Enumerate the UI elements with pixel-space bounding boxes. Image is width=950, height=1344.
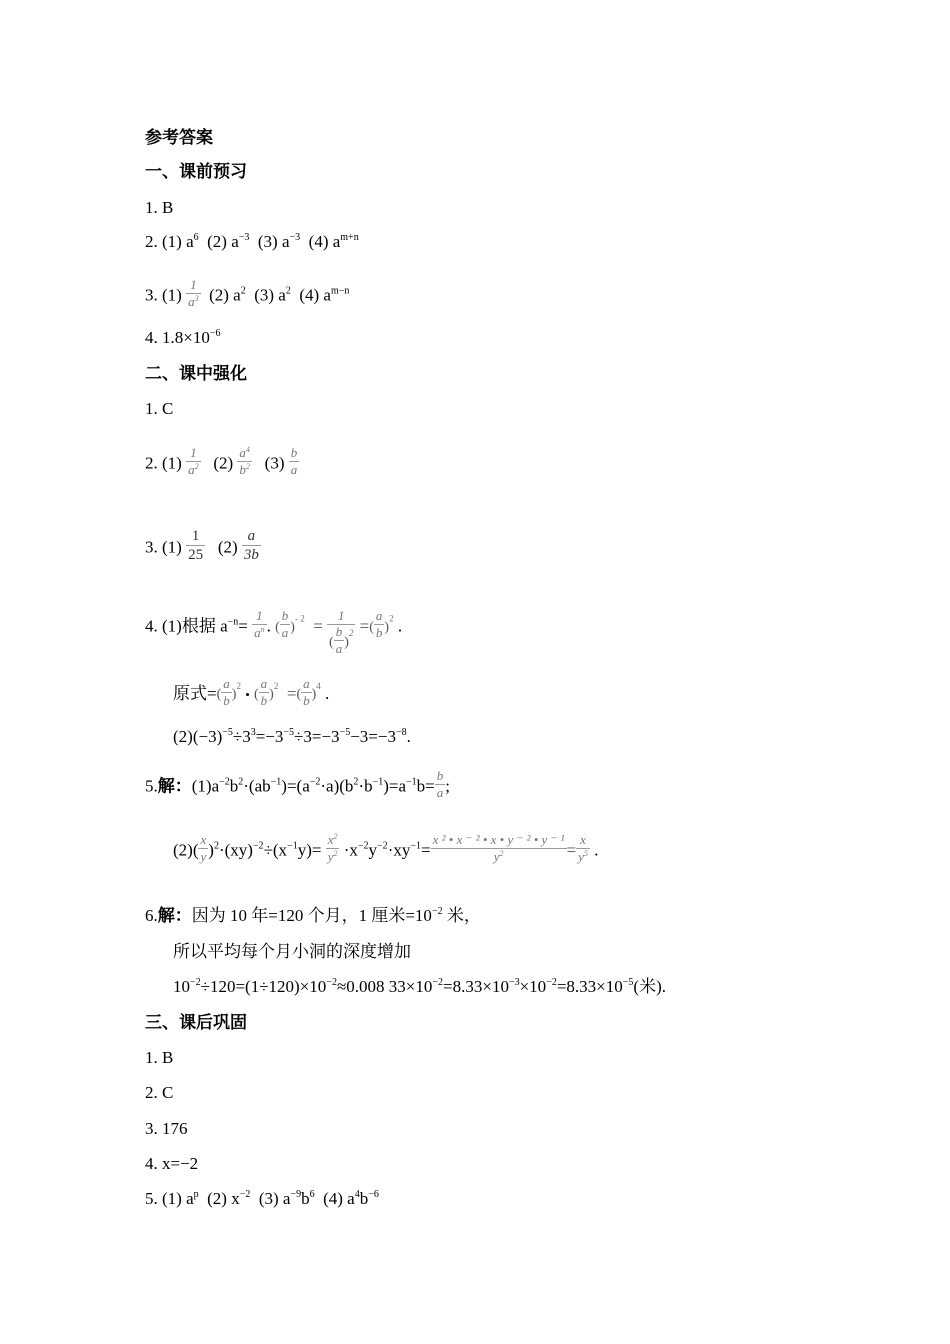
fraction: $\frac{a}{b}$ bbox=[375, 608, 383, 641]
mid-q6-line1: 6.解：因为 10 年=120 个月，1 厘米$=10^{-2}$ 米， bbox=[145, 906, 481, 925]
fraction: $\frac{b}{a}$ bbox=[436, 768, 444, 800]
fraction: $\frac{a}{b}$ bbox=[303, 675, 310, 708]
mid-q3: 3. (1) $\frac{1}{25}$ (2) $\frac{a}{3b}$ bbox=[145, 528, 259, 563]
post-q1: 1. B bbox=[145, 1048, 174, 1067]
post-q2: 2. C bbox=[145, 1083, 174, 1102]
page-title: 参考答案 bbox=[145, 128, 213, 147]
mid-q6-line3: $10^{-2}\div 120=(1\div 120)\times 10^{-2}\approx 0.008$ $33\times 10^{-2}=8.33\times 10^{-3}\times 10^{-2}=8.33\times 10^{-5}$(米). bbox=[173, 977, 666, 996]
section-heading-mid: 二、课中强化 bbox=[145, 364, 247, 383]
mid-q6-line2: 所以平均每个月小洞的深度增加 bbox=[173, 942, 411, 961]
fraction: $\frac{\text{x ² • x ⁻ ² • x • y ⁻ ² • y ⁻ ¹}}{y^2}$ bbox=[432, 832, 565, 864]
mid-q4-line2: 原式=( $\frac{a}{b}$ )$^2$ • ( $\frac{a}{b}$ )$^2$ =( $\frac{a}{b}$ )$^4$ . bbox=[173, 675, 330, 708]
pre-q2: 2. (1) $a^6$ (2) $a^{-3}$ (3) $a^{-3}$ (4) $a^{m+n}$ bbox=[145, 232, 359, 251]
section-heading-pre: 一、课前预习 bbox=[145, 162, 247, 181]
mid-q1: 1. C bbox=[145, 399, 174, 418]
fraction: $\frac{x^2}{y^2}$ bbox=[327, 832, 338, 864]
fraction: 1 ( $\frac{b}{a}$ )$^2$ bbox=[327, 608, 355, 660]
post-q5: 5. (1) $a^p$ (2) $x^{-2}$ (3) $a^{-9}b^6$ (4) $a^4b^{-6}$ bbox=[145, 1189, 379, 1208]
mid-q5-line1: 5.解：$(1)a^{-2}b^2\cdot(ab^{-1})=(a^{-2}\cdot a)(b^2\cdot b^{-1})=a^{-1}b=$ $\frac{b}{a}$ ; bbox=[145, 768, 450, 800]
fraction: $\frac{b}{a}$ bbox=[281, 608, 289, 641]
fraction: $\frac{1}{a^2}$ bbox=[188, 445, 199, 477]
section-heading-post: 三、课后巩固 bbox=[145, 1013, 247, 1032]
fraction: $\frac{1}{a^n}$ bbox=[254, 608, 265, 641]
fraction: $\frac{1}{a^3}$ bbox=[188, 277, 199, 309]
fraction: $\frac{b}{a}$ bbox=[335, 623, 343, 656]
post-q4: 4. x=−2 bbox=[145, 1154, 199, 1173]
fraction: $\frac{a}{3b}$ bbox=[243, 528, 259, 563]
mid-q2: 2. (1) $\frac{1}{a^2}$ (2) $\frac{a^4}{b^2}$ (3) $\frac{b}{a}$ bbox=[145, 445, 298, 477]
fraction: $\frac{a^4}{b^2}$ bbox=[239, 445, 250, 477]
fraction: $\frac{x}{y}$ bbox=[200, 832, 207, 864]
post-q3: 3. 176 bbox=[145, 1119, 188, 1138]
pre-q1: 1. B bbox=[145, 198, 174, 217]
pre-q4: 4. $1.8\times 10^{-6}$ bbox=[145, 328, 221, 347]
fraction: $\frac{a}{b}$ bbox=[260, 675, 268, 708]
mid-q5-line2: (2)( $\frac{x}{y}$ )$^2\cdot(xy)^{-2}\div(x^{-1}y)=$ $\frac{x^2}{y^2}$ $\cdot x^{-2}y^{-2}\cdot xy^{-1}=$ $\frac{\text{x ² • x ⁻ ² • x • y ⁻ ² • y ⁻ ¹}}{y^2}$ = $\frac{x}{y^5}$ . bbox=[173, 832, 599, 864]
pre-q3: 3. (1) $\frac{1}{a^3}$ (2) $a^2$ (3) $a^2$ (4) $a^{m-n}$ bbox=[145, 277, 350, 309]
mid-q4-line1: 4. (1)根据 $a^{-n}=$ $\frac{1}{a^n}$ . ( $\frac{b}{a}$ )$^{- 2}$ = 1 ( $\frac{b}{a}$ )$^2$ =( $\frac{a}{b}$ )$^2$ . bbox=[145, 602, 402, 654]
fraction: $\frac{b}{a}$ bbox=[290, 445, 298, 477]
mid-q4-line3: $(2)(-3)^{-5}\div 3^3=-3^{-5}\div 3=-3^{-5}-3=-3^{-8}$. bbox=[173, 727, 411, 746]
fraction: $\frac{x}{y^5}$ bbox=[578, 832, 588, 864]
fraction: $\frac{a}{b}$ bbox=[223, 675, 230, 708]
fraction: $\frac{1}{25}$ bbox=[188, 528, 204, 563]
